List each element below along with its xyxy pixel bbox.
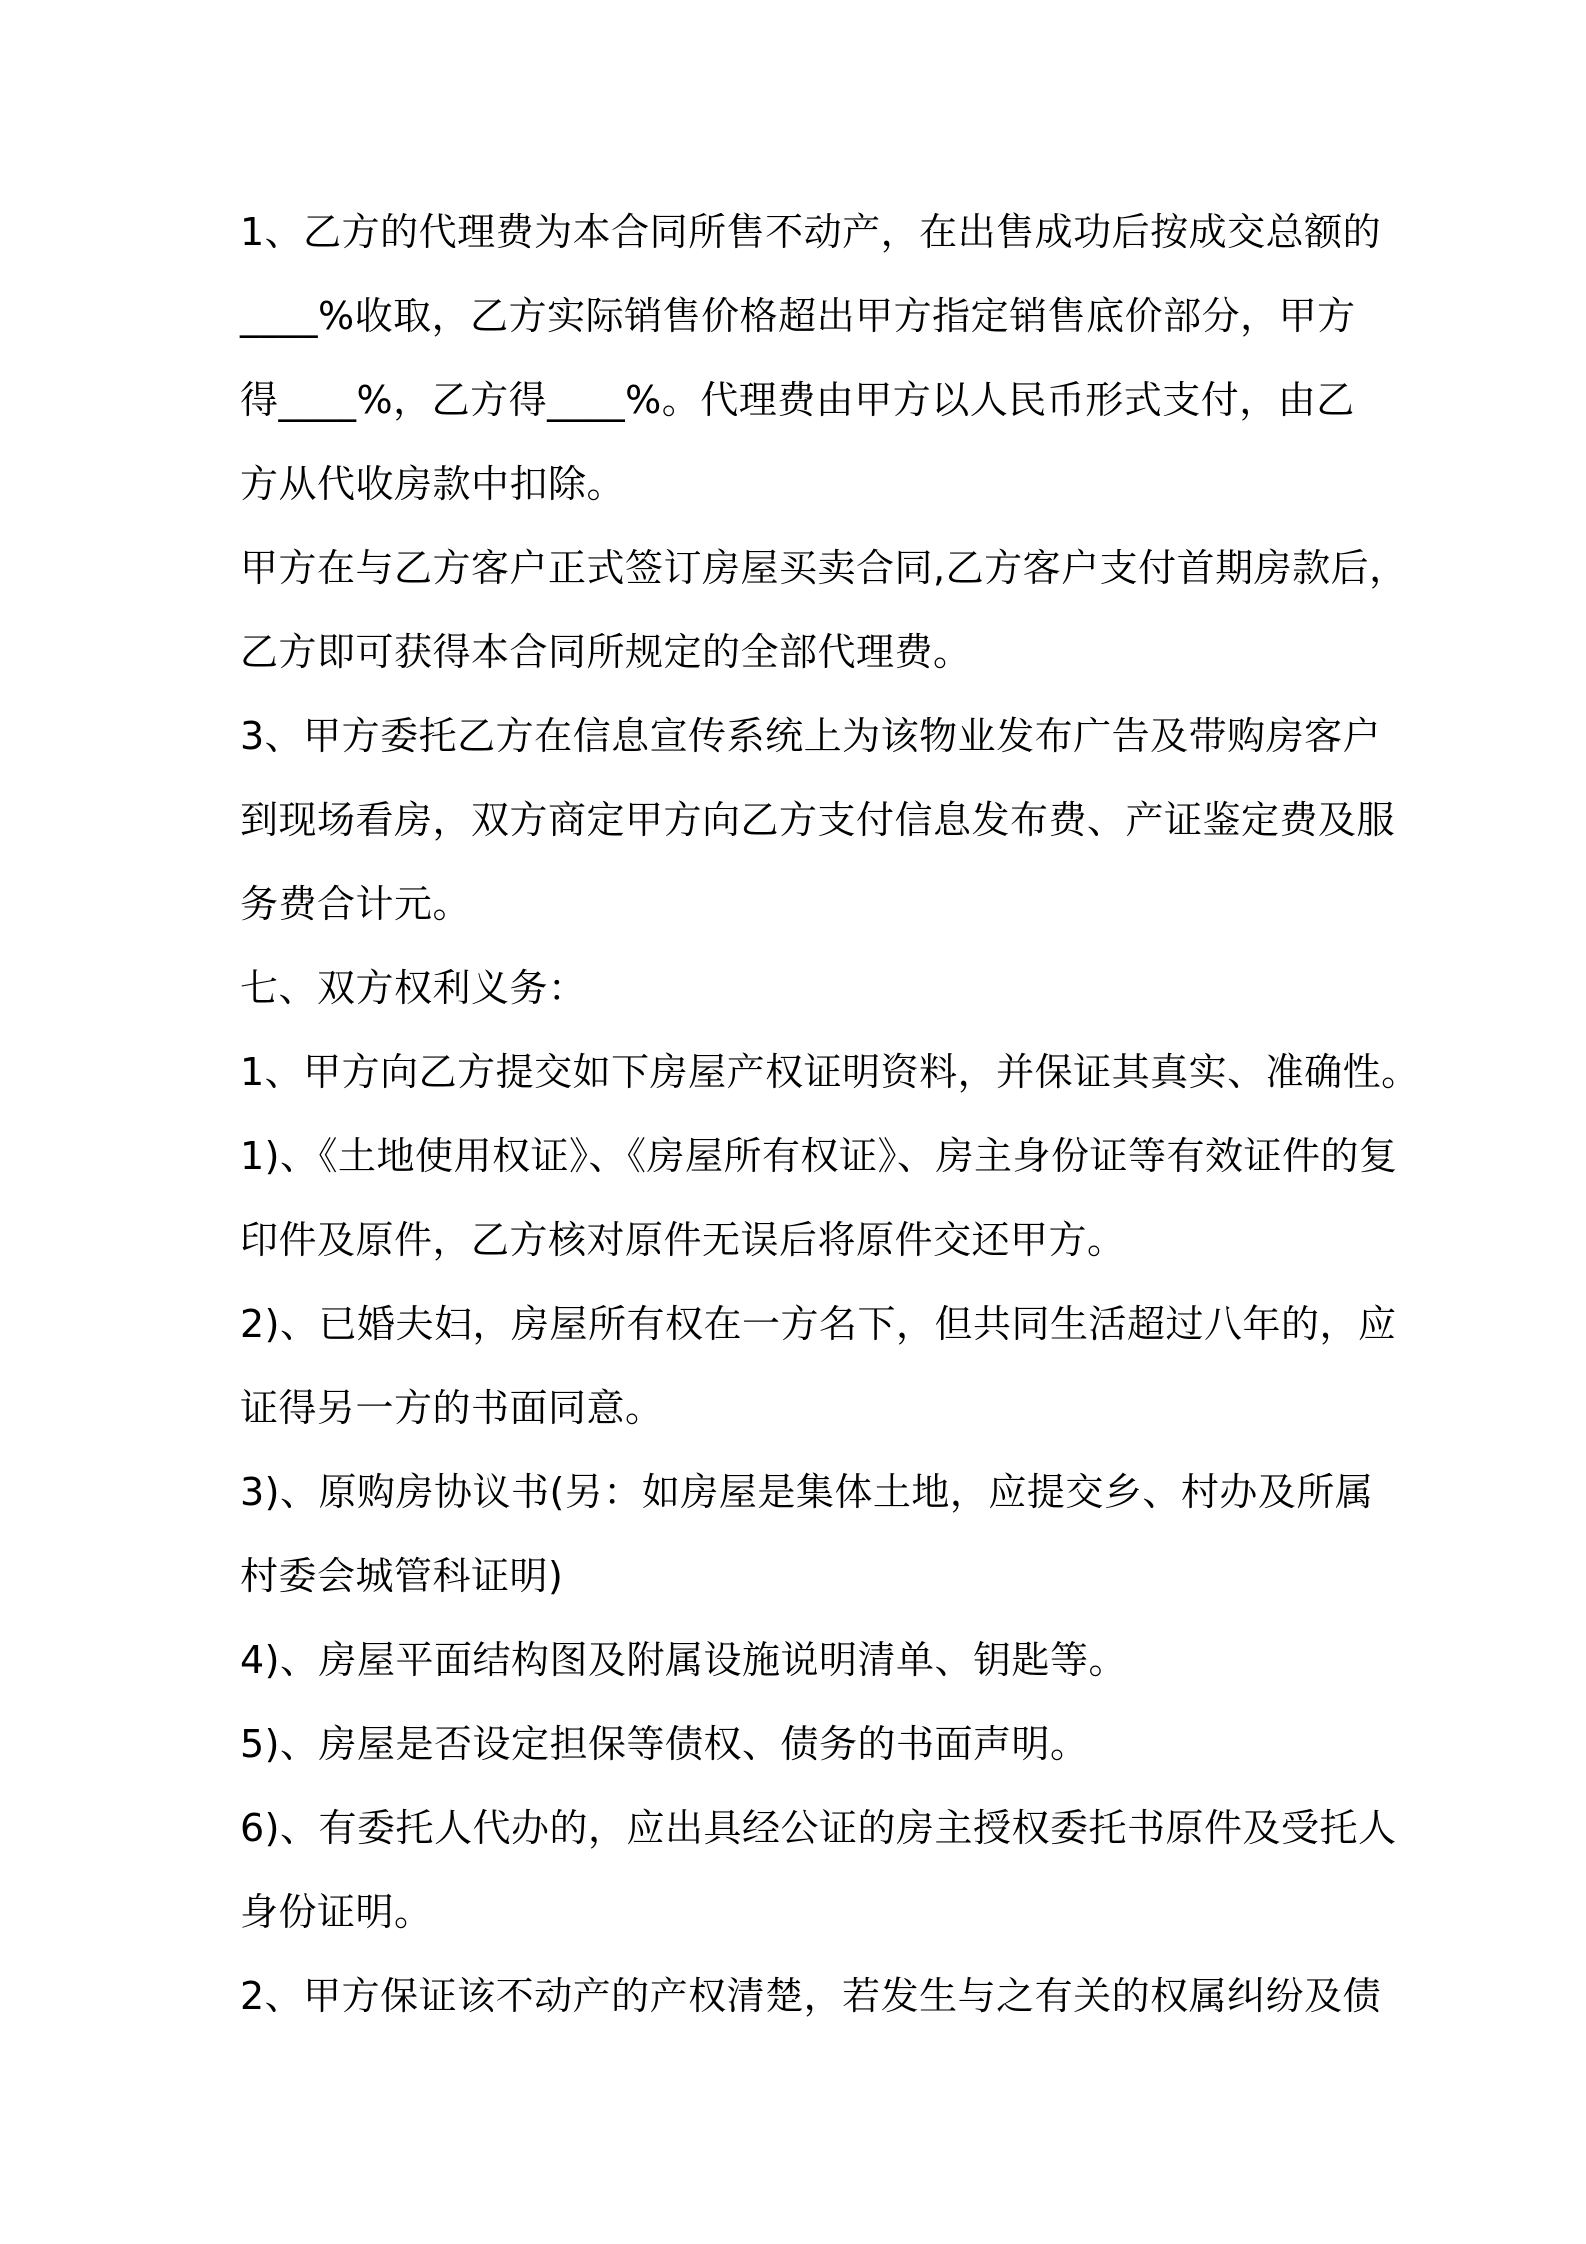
text-line: 印件及原件，乙方核对原件无误后将原件交还甲方。 [240,1218,1126,1262]
duty-1-item-1 [240,1114,1398,1282]
duty-1 [240,1030,1420,1114]
text-line: 七、双方权利义务： [240,966,587,1010]
fee-clause-3 [240,694,1396,946]
duty-1-item-2 [240,1282,1397,1450]
fee-clause-2 [240,526,1408,694]
document-body [240,190,1420,2038]
text-line: 3)、原购房协议书(另：如房屋是集体土地，应提交乡、村办及所属 [240,1470,1374,1514]
duty-1-item-5 [240,1702,1370,1786]
section-heading [240,946,1370,1030]
text-line: 身份证明。 [240,1890,433,1934]
text-line: 方从代收房款中扣除。 [240,462,626,506]
duty-1-item-3 [240,1450,1374,1618]
text-line: 到现场看房，双方商定甲方向乙方支付信息发布费、产证鉴定费及服 [240,798,1396,842]
text-line: 4)、房屋平面结构图及附属设施说明清单、钥匙等。 [240,1638,1128,1682]
text-line: 乙方即可获得本合同所规定的全部代理费。 [240,630,972,674]
text-line: 3、甲方委托乙方在信息宣传系统上为该物业发布广告及带购房客户 [240,714,1382,758]
duty-1-item-4 [240,1618,1370,1702]
text-line: 2、甲方保证该不动产的产权清楚，若发生与之有关的权属纠纷及债 [240,1974,1382,2018]
duty-1-item-6 [240,1786,1397,1954]
text-line: 2)、已婚夫妇，房屋所有权在一方名下，但共同生活超过八年的，应 [240,1302,1397,1346]
text-line: 得____%，乙方得____%。代理费由甲方以人民币形式支付，由乙 [240,378,1355,422]
text-line: 甲方在与乙方客户正式签订房屋买卖合同,乙方客户支付首期房款后， [240,546,1408,590]
text-line: 5)、房屋是否设定担保等债权、债务的书面声明。 [240,1722,1089,1766]
text-line: 1、甲方向乙方提交如下房屋产权证明资料，并保证其真实、准确性。 [240,1050,1420,1094]
text-line: 6)、有委托人代办的，应出具经公证的房主授权委托书原件及受托人 [240,1806,1397,1850]
duty-2 [240,1954,1382,2038]
text-line: 1、乙方的代理费为本合同所售不动产，在出售成功后按成交总额的 [240,210,1382,254]
text-line: 1)、《土地使用权证》、《房屋所有权证》、房主身份证等有效证件的复 [240,1134,1398,1178]
text-line: 证得另一方的书面同意。 [240,1386,664,1430]
fee-clause-1 [240,190,1382,526]
text-line: 务费合计元。 [240,882,472,926]
text-line: 村委会城管科证明) [240,1554,564,1598]
text-line: ____%收取，乙方实际销售价格超出甲方指定销售底价部分，甲方 [240,294,1356,338]
